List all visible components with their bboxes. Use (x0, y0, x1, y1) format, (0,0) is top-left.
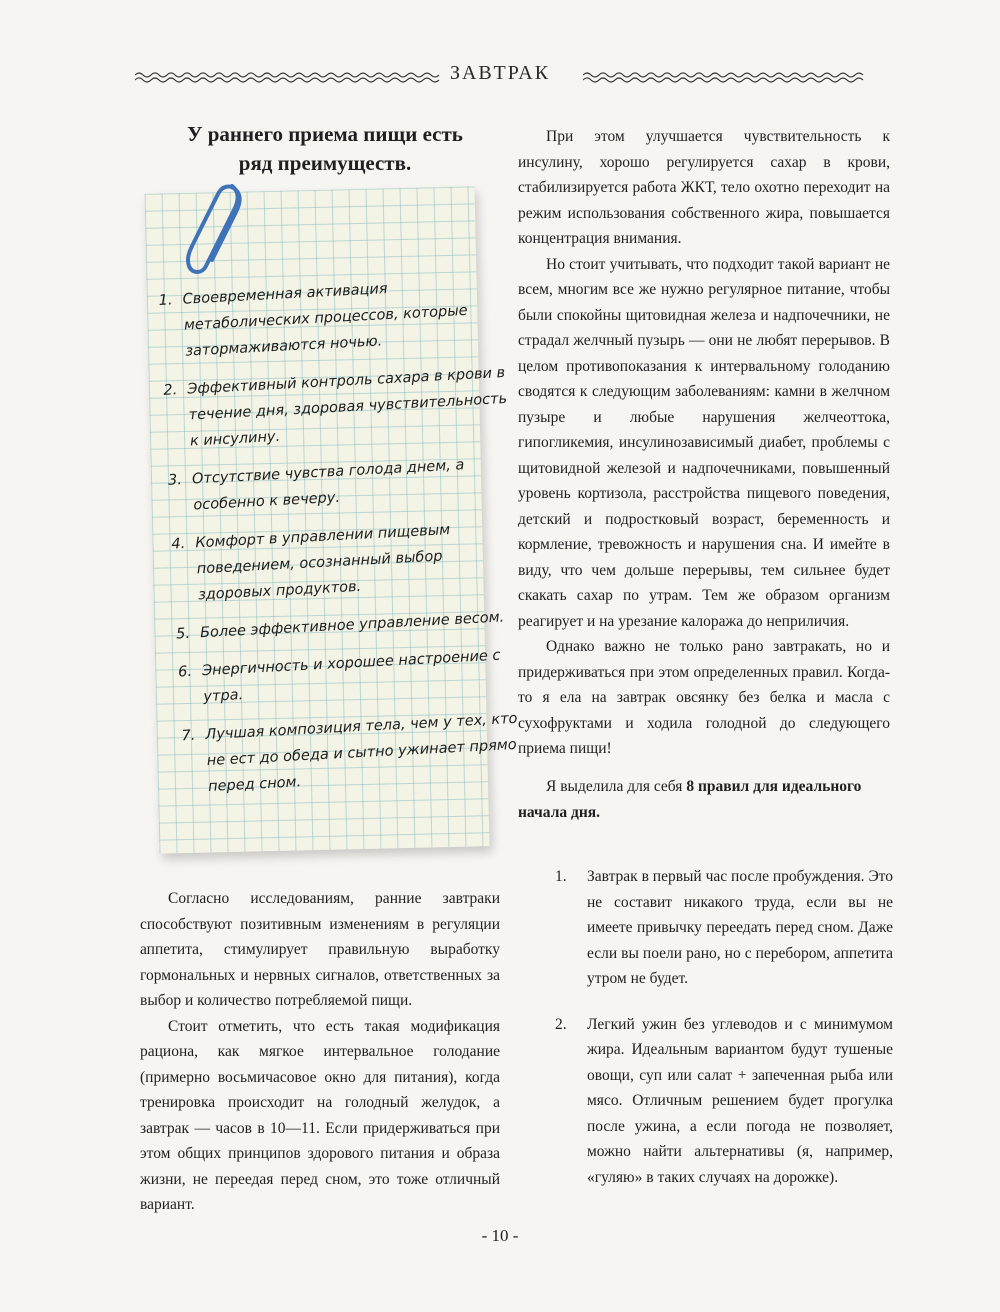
rule-number: 1. (555, 868, 567, 885)
rules-intro-bold: 8 правил для идеального начала дня. (518, 778, 862, 821)
list-number: 3. (167, 472, 183, 489)
rule-text: Завтрак в первый час после пробуждения. Это не составит никакого труда, если вы не имеете привычку переедать перед сном. Даже если вы поели рано, но с перебором, аппетита утром не будет. (587, 868, 893, 987)
benefits-list (158, 270, 530, 813)
list-item (175, 603, 521, 647)
list-item (171, 514, 520, 610)
body-paragraph: При этом улучшается чувствительность к инсулину, хорошо регулируется сахар в крови, стабилизируется работа ЖКТ, тело охотно переходит на режим использования собственного жира, повышается концентрация внимания. (518, 128, 890, 247)
list-number: 1. (158, 292, 173, 309)
right-body-column (518, 124, 890, 762)
rule-number: 2. (555, 1015, 567, 1033)
list-item (163, 360, 512, 456)
body-paragraph: Но стоит учитывать, что подходит такой вариант не всем, многим все же нужно регулярное питание, чтобы были спокойны щитовидная железа и надпочечники, не страдал желчный пузырь — они не любят перерывов. В целом противопоказания к интервальному голоданию сводятся к следующим заболеваниям: камни в желчном пузыре и любые нарушения желчеоттока, гипогликемия, инсулинозависимый диабет, проблемы с щитовидной железой и надпочечниками, повышенный уровень кортизола, расстройства пищевого поведения, детский и подростковый возраст, беременность и кормление, тревожность и нарушения сна. И имейте в виду, что чем дольше перерывы, тем сильнее будет скакать сахар по утрам. Тем же образом организм реагирует и на урезание калоража до неприличия. (518, 255, 890, 630)
right-wavy-rule (583, 70, 868, 84)
list-item (167, 450, 514, 520)
rules-list (555, 864, 893, 1210)
list-item (158, 270, 507, 366)
list-text: Своевременная активация метаболических процессов, которые затормаживаются ночью. (182, 281, 469, 360)
rule-item (555, 864, 893, 992)
body-paragraph: Однако важно не только рано завтракать, но и придерживаться при этом определенных правил. Когда-то я ела на завтрак овсянку без белка и масла с сухофруктами и ходила голодной до следующего приема пищи! (518, 638, 890, 757)
body-paragraph: Стоит отметить, что есть такая модификация рациона, как мягкое интервальное голодание (примерно восьмичасовое окно для питания), когда тренировка происходит на голодный желудок, а завтрак — часов в 10—11. Если придерживаться при этом общих принципов здорового питания и образа жизни, не переедая перед сном, это тоже отличный вариант. (140, 1017, 500, 1213)
list-number: 7. (181, 727, 196, 745)
list-text: Комфорт в управлении пищевым поведением, осознанный выбор здоровых продуктов. (194, 522, 451, 604)
list-item (181, 705, 530, 801)
list-number: 6. (177, 663, 193, 681)
list-number: 5. (175, 625, 191, 643)
list-number: 4. (171, 535, 186, 553)
rules-intro (518, 774, 890, 825)
page-number: - 10 - (481, 1226, 519, 1245)
left-body-column (140, 886, 500, 1218)
body-paragraph: Согласно исследованиям, ранние завтраки способствуют позитивным изменениям в регуляции аппетита, стимулирует правильную выработку гормональных и нервных сигналов, ответственных за выбор и количество потребляемой пищи. (140, 890, 500, 1009)
note-heading: У раннего приема пищи есть ряд преимуществ. (187, 122, 463, 175)
list-text: Отсутствие чувства голода днем, а особенно к вечеру. (191, 457, 465, 514)
rules-intro-text: Я выделила для себя (546, 778, 687, 795)
list-item (177, 641, 524, 711)
paperclip-icon (180, 178, 250, 288)
rule-text: Легкий ужин без углеводов и с минимумом жира. Идеальным вариантом будут тушеные овощи, суп или салат + запеченная рыба или мясо. Отличным решением будет прогулка после ужина, а если погода не позволяет, можно найти альтернативы (я, например, «гуляю» в таких случаях на дорожке). (587, 1015, 893, 1186)
section-title: ЗАВТРАК (449, 62, 551, 84)
list-text: Более эффективное управление весом. (199, 609, 505, 642)
page-header (0, 62, 1000, 92)
list-text: Лучшая композиция тела, чем у тех, кто не ест до обеда и сытно ужинает прямо перед сном. (205, 710, 518, 796)
list-text: Эффективный контроль сахара в крови в течение дня, здоровая чувствительность к инсулину. (186, 364, 508, 450)
list-number: 2. (162, 382, 178, 399)
rule-item (555, 1012, 893, 1191)
list-text: Энергичность и хорошее настроение с утра. (201, 647, 501, 706)
